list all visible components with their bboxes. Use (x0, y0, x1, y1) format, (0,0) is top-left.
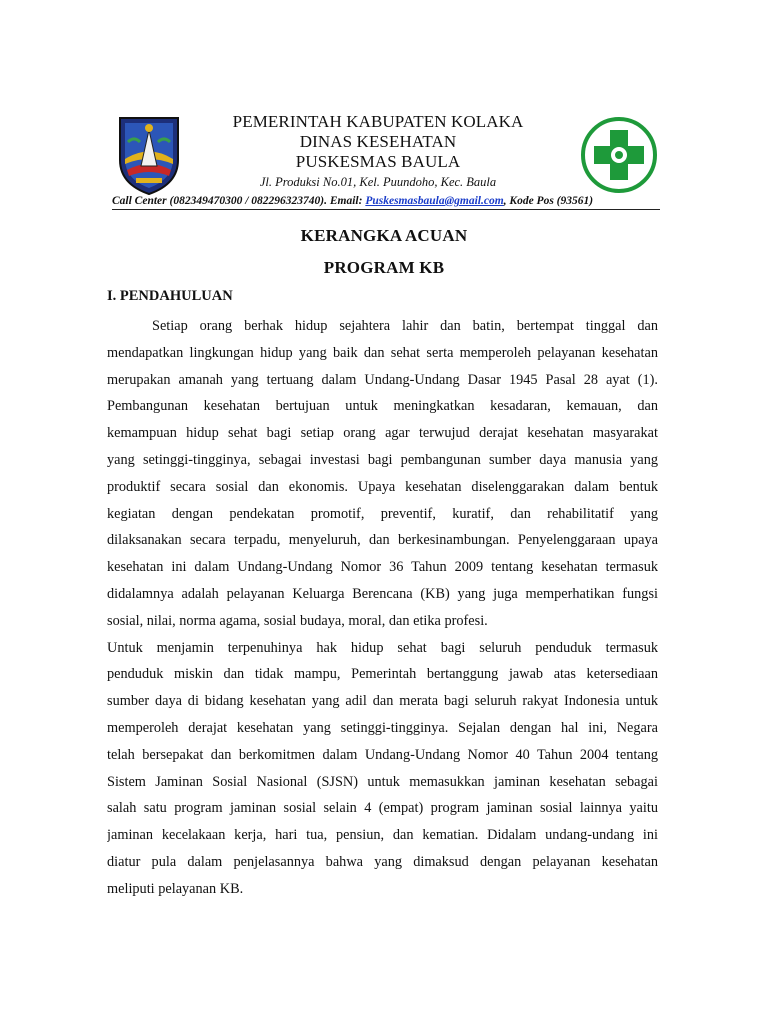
address: Jl. Produksi No.01, Kel. Puundoho, Kec. Baula (259, 175, 497, 189)
postal-code-text: , Kode Pos (93561) (503, 195, 594, 207)
text-line: produktif secara sosial dan ekonomis. Upaya kesehatan diselenggarakan dalam bentuk (107, 478, 658, 495)
text-line: kegiatan dengan pendekatan promotif, preventif, kuratif, dan rehabilitatif yang (107, 505, 658, 522)
government-name: PEMERINTAH KABUPATEN KOLAKA (232, 112, 524, 131)
text-line: mendapatkan lingkungan hidup yang baik dan sehat serta memperoleh pelayanan kesehatan (107, 344, 658, 361)
section-heading: I. PENDAHULUAN (107, 288, 233, 304)
text-line: sosial, nilai, norma agama, sosial budaya, moral, dan etika profesi. (107, 612, 488, 629)
text-line: telah bersepakat dan berkomitmen dalam Undang-Undang Nomor 40 Tahun 2004 tentang (107, 746, 658, 763)
text-line: kemampuan hidup sehat bagi setiap orang agar terwujud derajat kesehatan masyarakat (107, 425, 658, 442)
text-line: penduduk miskin dan tidak mampu, Pemerintah bertanggung jawab atas ketersediaan (107, 666, 658, 683)
text-line: merupakan amanah yang tertuang dalam Undang-Undang Dasar 1945 Pasal 28 ayat (1). (107, 371, 658, 388)
health-cross-icon (580, 116, 658, 194)
letterhead-text (178, 112, 578, 190)
call-center-text: Call Center (082349470300 / 082296323740). Email: (112, 195, 366, 207)
text-line: salah satu program jaminan sosial selain 4 (empat) program jaminan sosial lainnya yaitu (107, 800, 658, 817)
text-line: yang setinggi-tingginya, sebagai investasi bagi pembangunan sumber daya manusia yang (107, 451, 658, 468)
text-line: didalamnya adalah pelayanan Keluarga Berencana (KB) yang juga memperhatikan fungsi (107, 585, 658, 602)
text-line: meliputi pelayanan KB. (107, 880, 244, 897)
text-line: Setiap orang berhak hidup sejahtera lahir dan batin, bertempat tinggal dan (152, 318, 658, 334)
text-line: memperoleh derajat kesehatan yang setinggi-tingginya. Sejalan dengan hal ini, Negara (107, 719, 658, 736)
document-subtitle: PROGRAM KB (323, 258, 445, 277)
text-line: Untuk menjamin terpenuhinya hak hidup sehat bagi seluruh penduduk termasuk (107, 639, 658, 656)
text-line: dilaksanakan secara terpadu, menyeluruh, dan berkesinambungan. Penyelenggaraan upaya (107, 532, 658, 549)
text-line: Sistem Jaminan Sosial Nasional (SJSN) untuk memasukkan jaminan kesehatan sebagai (107, 773, 658, 790)
email-link[interactable]: Puskesmasbaula@gmail.com (365, 195, 504, 207)
letterhead (108, 108, 658, 210)
regency-crest-icon (114, 114, 184, 196)
body-text (107, 313, 658, 903)
text-line: jaminan kecelakaan kerja, hari tua, pensiun, dan kematian. Didalam undang-undang ini (107, 827, 658, 844)
document-title: KERANGKA ACUAN (300, 226, 468, 245)
institution-name: PUSKESMAS BAULA (295, 152, 461, 171)
text-line: sumber daya di bidang kesehatan yang adil dan merata bagi seluruh rakyat Indonesia untuk (107, 693, 658, 710)
text-line: Pembangunan kesehatan bertujuan untuk meningkatkan kesadaran, kemauan, dan (107, 398, 658, 415)
text-line: kesehatan ini dalam Undang-Undang Nomor 36 Tahun 2009 tentang kesehatan termasuk (107, 559, 658, 576)
contact-line (112, 194, 660, 210)
department-name: DINAS KESEHATAN (299, 132, 457, 151)
text-line: diatur pula dalam penjelasannya bahwa yang dimaksud dengan pelayanan kesehatan (107, 853, 658, 870)
